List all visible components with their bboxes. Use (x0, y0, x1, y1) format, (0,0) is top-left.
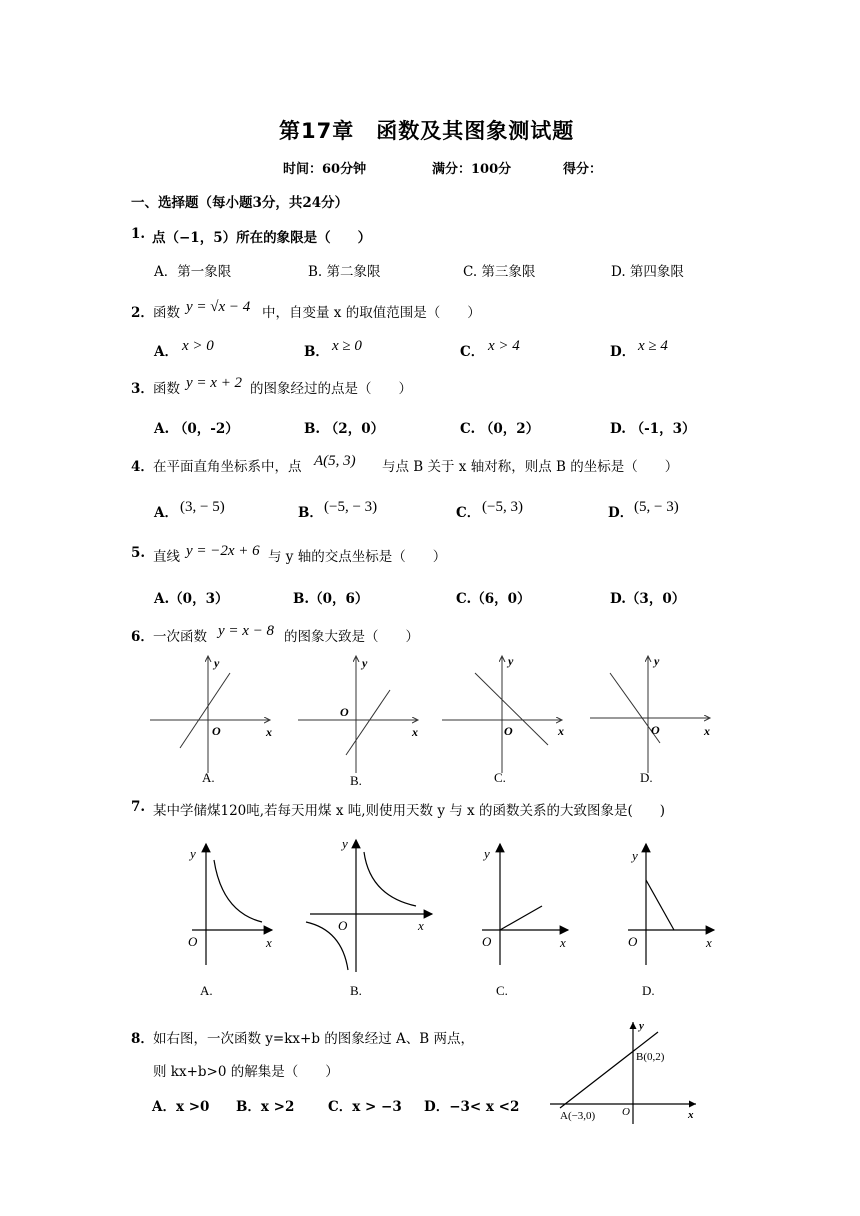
q7-a-x-label: x (266, 935, 272, 950)
q7-graph-b (306, 840, 432, 972)
q7-d-y-label: y (632, 848, 638, 863)
time-limit: 时间：60分钟 (283, 162, 367, 177)
q1-text: 点（−1，5）所在的象限是（ ） (152, 230, 372, 246)
q2-pre: 函数 (153, 305, 180, 321)
q8-figure (548, 1016, 704, 1128)
q8-option-a: A．x >0 (152, 1099, 210, 1115)
q8-y-label: y (639, 1020, 644, 1032)
q6-number: 6． (131, 629, 154, 645)
q8-line1: 如右图，一次函数 y=kx+b 的图象经过 A、B 两点， (153, 1031, 475, 1047)
q4-option-c-expr: (−5, 3) (482, 499, 523, 515)
q6-c-origin: O (504, 724, 513, 738)
q8-line2: 则 kx+b>0 的解集是（ ） (153, 1064, 339, 1080)
q6-d-x-label: x (704, 724, 710, 738)
q1-option-b: B. 第二象限 (308, 264, 381, 280)
q7-label-d: D. (642, 983, 655, 998)
section-heading: 一、选择题（每小题3分，共24分） (131, 195, 349, 211)
q2-option-d-letter: D． (610, 344, 636, 360)
q7-d-x-label: x (706, 935, 712, 950)
q4-pre: 在平面直角坐标系中，点 (153, 459, 302, 475)
q7-c-origin: O (482, 934, 492, 949)
q6-label-b: B. (350, 773, 362, 788)
q6-a-x-label: x (266, 725, 272, 739)
q1-number: 1. (131, 226, 146, 242)
q7-text: 某中学储煤120吨,若每天用煤 x 吨,则使用天数 y 与 x 的函数关系的大致图象是( ) (153, 803, 665, 819)
q1-option-c: C. 第三象限 (463, 264, 536, 280)
q4-option-d-expr: (5, − 3) (634, 499, 679, 515)
q7-d-origin: O (628, 934, 638, 949)
q3-option-b: B. （2，0） (304, 421, 385, 437)
q5-option-c: C.（6，0） (456, 591, 531, 607)
q6-pre: 一次函数 (153, 629, 207, 645)
q7-a-origin: O (188, 934, 198, 949)
q2-post: 中，自变量 x 的取值范围是（ ） (262, 305, 481, 321)
q5-option-b: B.（0，6） (293, 591, 369, 607)
q5-pre: 直线 (153, 549, 180, 565)
q7-label-b: B. (350, 983, 362, 998)
q6-c-y-label: y (508, 654, 514, 668)
q7-graph-a (192, 844, 272, 965)
q7-graph-c (482, 844, 568, 965)
q7-graphs (170, 830, 730, 1005)
q8-line (560, 1032, 658, 1108)
q8-x-label: x (688, 1109, 694, 1121)
q7-b-x-label: x (418, 918, 424, 933)
q5-number: 5. (131, 545, 146, 561)
q6-b-y-label: y (362, 656, 368, 670)
q7-b-origin: O (338, 918, 348, 933)
q4-option-d-letter: D． (608, 505, 634, 521)
q2-option-c-letter: C． (460, 344, 485, 360)
q5-post: 与 y 轴的交点坐标是（ ） (268, 549, 447, 565)
q6-label-a: A. (202, 770, 215, 785)
q4-formula: A(5, 3) (314, 453, 356, 469)
q6-graph-c (442, 656, 562, 773)
q6-label-d: D. (640, 770, 653, 785)
q2-number: 2． (131, 305, 154, 321)
q8-point-a: A(−3,0) (560, 1110, 596, 1122)
q8-option-c: C．x > −3 (328, 1099, 402, 1115)
q4-option-a-letter: A． (154, 505, 178, 521)
q2-formula: y = √x − 4 (186, 299, 251, 315)
q7-label-c: C. (496, 983, 508, 998)
q4-post: 与点 B 关于 x 轴对称，则点 B 的坐标是（ ） (382, 459, 679, 475)
q1-option-d: D. 第四象限 (611, 264, 684, 280)
q7-a-y-label: y (190, 846, 196, 861)
q6-d-y-label: y (654, 654, 660, 668)
q3-option-c: C. （0，2） (460, 421, 540, 437)
q2-option-b-expr: x ≥ 0 (332, 338, 362, 354)
q2-option-a-letter: A． (154, 344, 178, 360)
q4-number: 4． (131, 459, 154, 475)
q8-number: 8． (131, 1031, 154, 1047)
q6-graphs (140, 648, 740, 793)
q3-pre: 函数 (153, 381, 180, 397)
q6-graph-d (590, 656, 710, 773)
q4-option-a-expr: (3, − 5) (180, 499, 225, 515)
q2-option-c-expr: x > 4 (488, 338, 520, 354)
q6-a-origin: O (212, 724, 221, 738)
q2-option-d-expr: x ≥ 4 (638, 338, 668, 354)
q8-origin: O (622, 1106, 630, 1118)
q4-option-b-letter: B． (298, 505, 323, 521)
q8-point-b: B(0,2) (636, 1051, 665, 1063)
q6-post: 的图象大致是（ ） (284, 629, 419, 645)
q3-option-d: D. （-1，3） (610, 421, 696, 437)
q7-c-x-label: x (560, 935, 566, 950)
q3-formula: y = x + 2 (186, 375, 243, 391)
q6-d-origin: O (651, 723, 660, 737)
q6-a-y-label: y (214, 656, 220, 670)
q5-option-d: D.（3，0） (610, 591, 686, 607)
q2-option-a-expr: x > 0 (182, 338, 214, 354)
score-field: 得分： (563, 162, 603, 177)
q6-b-x-label: x (412, 725, 418, 739)
q3-option-a: A. （0，-2） (154, 421, 239, 437)
q6-c-x-label: x (558, 724, 564, 738)
q7-b-y-label: y (342, 836, 348, 851)
q2-option-b-letter: B． (304, 344, 329, 360)
q7-label-a: A. (200, 983, 213, 998)
q8-option-d: D．−3< x <2 (424, 1099, 520, 1115)
q6-graph-b (298, 656, 418, 773)
q1-option-a: A．第一象限 (154, 264, 232, 280)
q5-option-a: A.（0，3） (154, 591, 229, 607)
q5-formula: y = −2x + 6 (186, 543, 260, 559)
q3-number: 3． (131, 381, 154, 397)
q6-b-origin: O (340, 705, 349, 719)
q7-graph-d (628, 844, 714, 965)
q4-option-b-expr: (−5, − 3) (324, 499, 378, 515)
q3-post: 的图象经过的点是（ ） (250, 381, 412, 397)
q4-option-c-letter: C． (456, 505, 481, 521)
q7-c-y-label: y (484, 846, 490, 861)
q8-option-b: B．x >2 (236, 1099, 295, 1115)
page-title: 第17章 函数及其图象测试题 (279, 119, 575, 143)
q6-graph-a (150, 656, 270, 773)
q6-label-c: C. (494, 770, 506, 785)
q6-formula: y = x − 8 (218, 623, 275, 639)
full-score: 满分：100分 (432, 162, 512, 177)
q7-number: 7. (131, 799, 146, 815)
